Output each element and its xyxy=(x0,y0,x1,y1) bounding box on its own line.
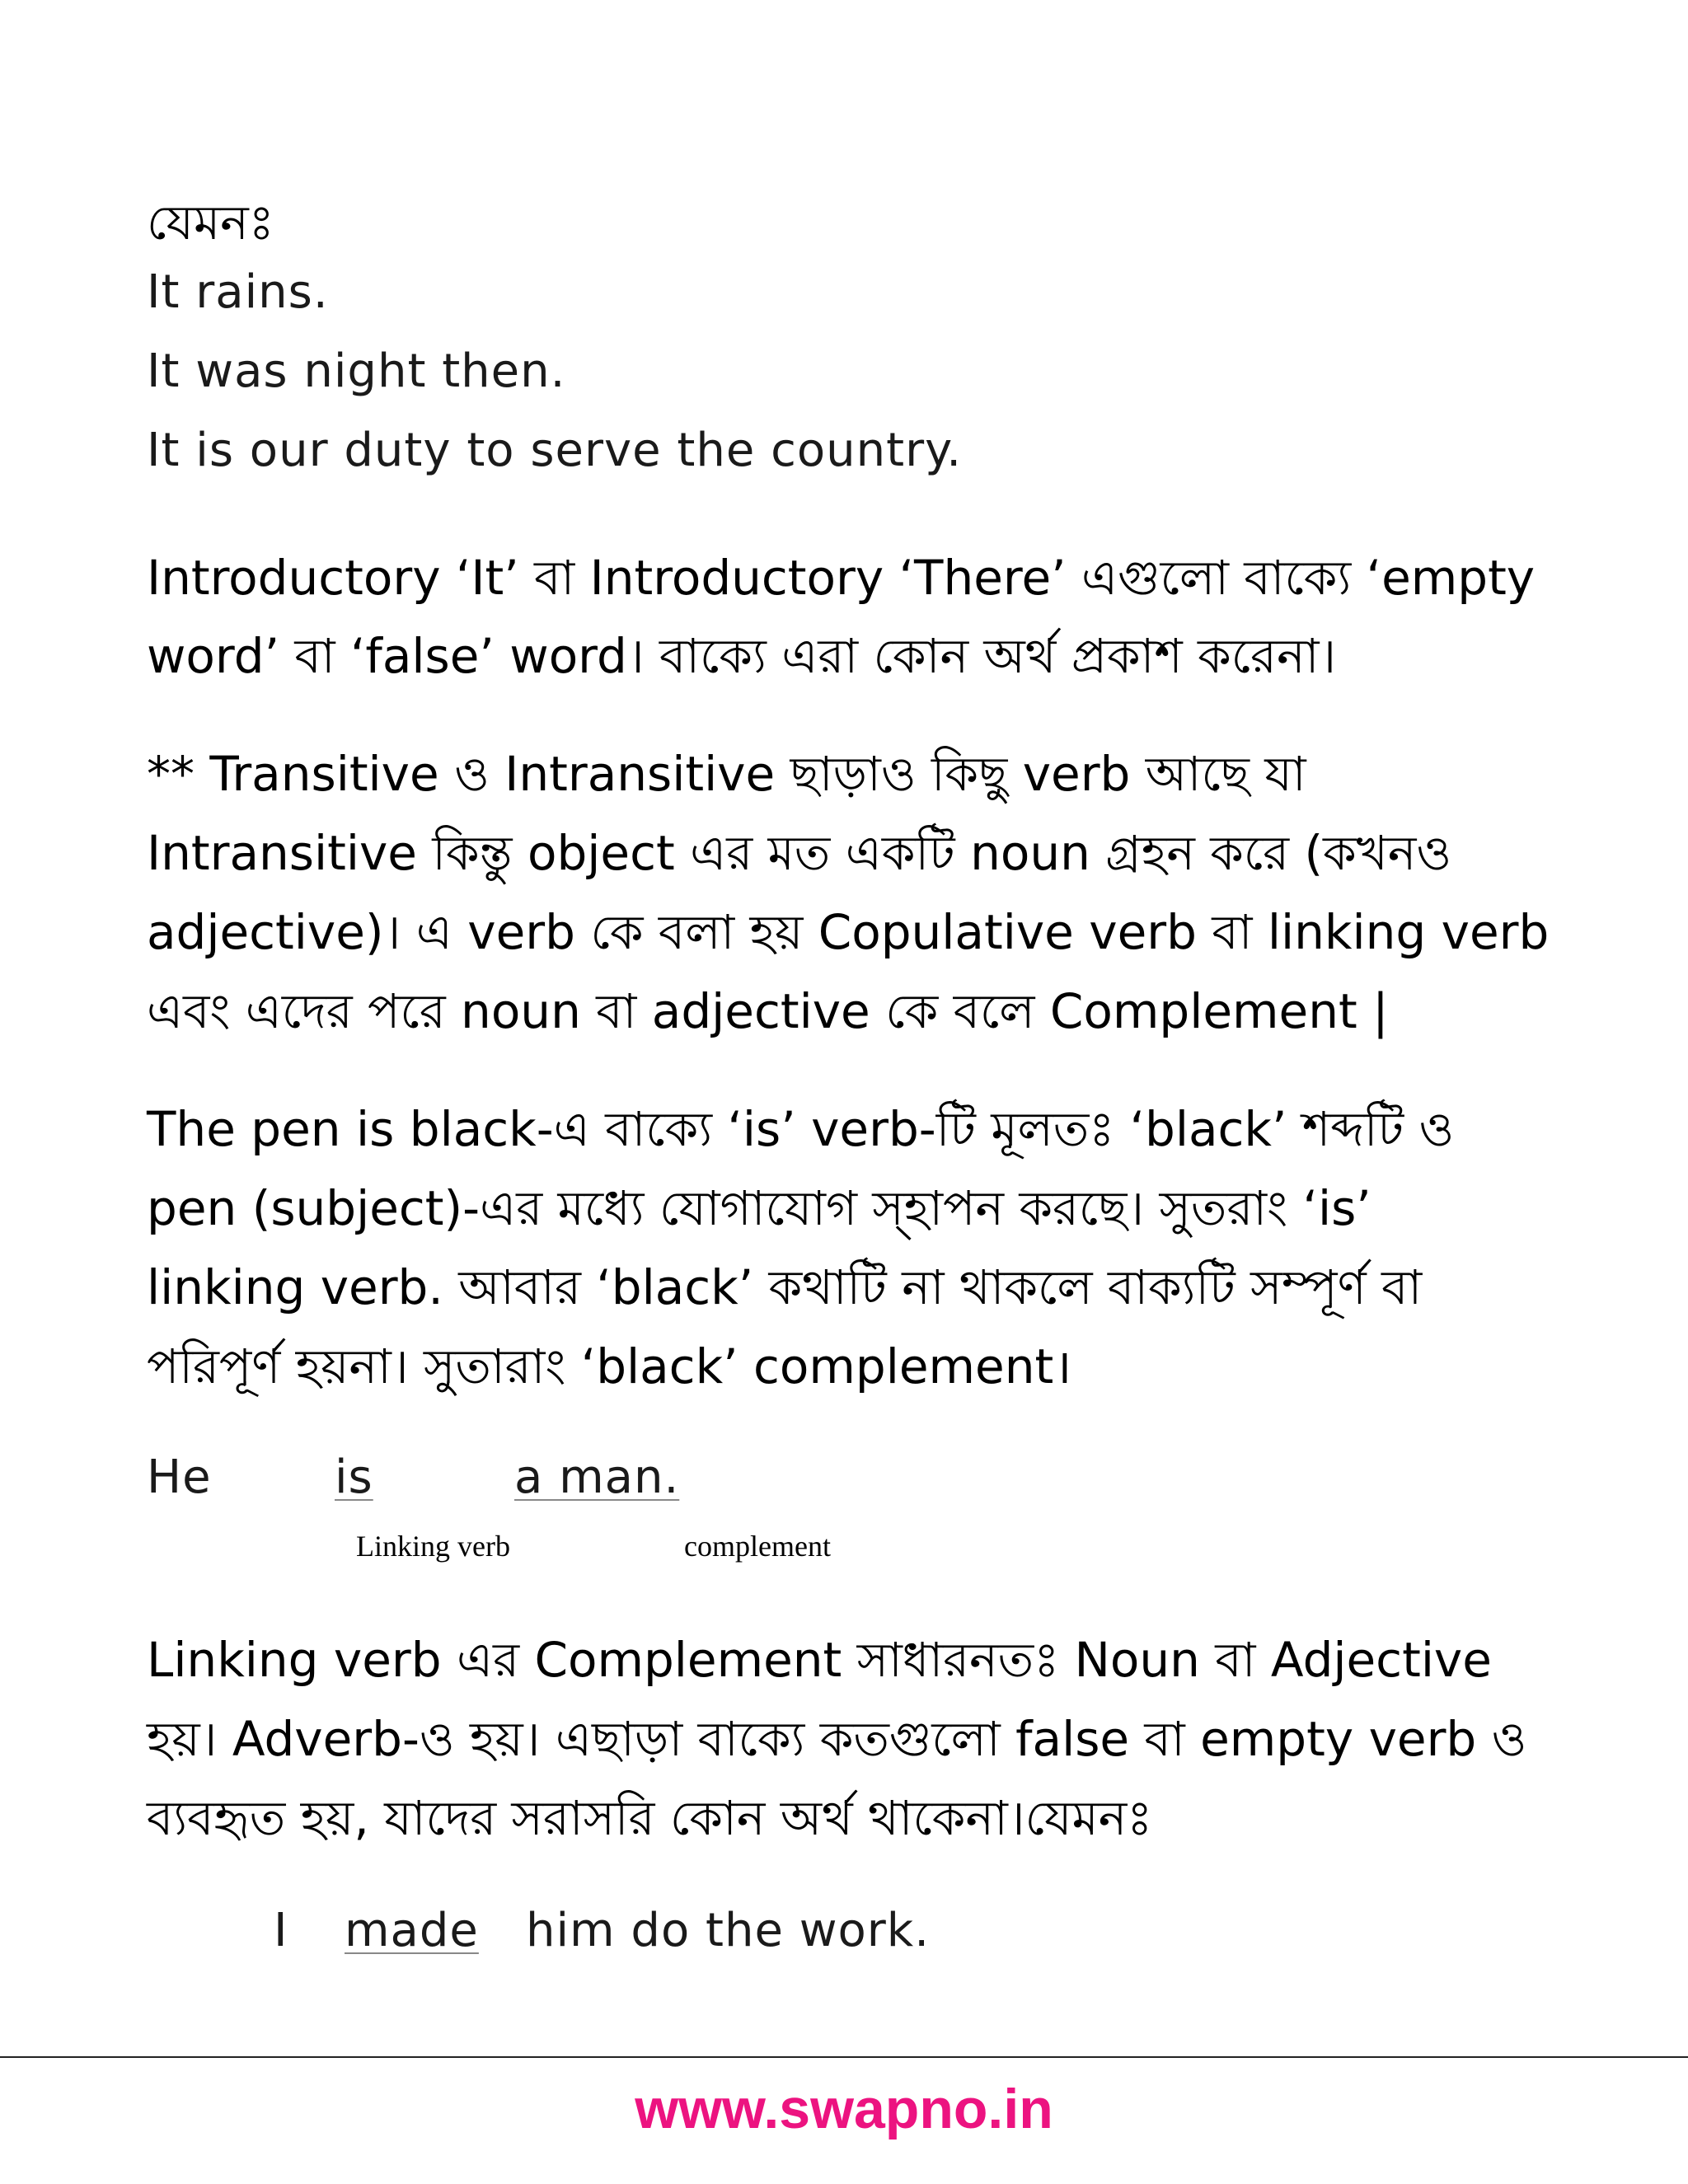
paragraph-line: ** Transitive ও Intransitive ছাড়াও কিছু verb আছে যা xyxy=(147,746,1306,802)
paragraph-line: Linking verb এর Complement সাধারনতঃ Noun বা Adjective xyxy=(147,1632,1492,1688)
paragraph-line: পরিপূর্ণ হয়না। সুতারাং ‘black’ complement। xyxy=(147,1338,1072,1394)
sentence-subject: I xyxy=(274,1904,288,1957)
paragraph-line: এবং এদের পরে noun বা adjective কে বলে Complement | xyxy=(147,983,1389,1039)
paragraph-line: Introductory ‘It’ বা Introductory ‘There’ এগুলো বাক্যে ‘empty xyxy=(147,550,1536,606)
paragraph-line: word’ বা ‘false’ word। বাক্যে এরা কোন অর্থ প্রকাশ করেনা। xyxy=(147,628,1337,684)
verb-label: Linking verb xyxy=(356,1530,510,1563)
paragraph-line: adjective)। এ verb কে বলা হয় Copulative verb বা linking verb xyxy=(147,904,1550,960)
example-line: It rains. xyxy=(147,265,329,319)
footer-url[interactable]: www.swapno.in xyxy=(635,2078,1053,2140)
sentence-rest: him do the work. xyxy=(526,1904,931,1957)
paragraph-line: The pen is black-এ বাক্যে ‘is’ verb-টি মূলতঃ ‘black’ শব্দটি ও xyxy=(147,1101,1455,1157)
paragraph-line: হয়। Adverb-ও হয়। এছাড়া বাক্যে কতগুলো false বা empty verb ও xyxy=(147,1711,1527,1767)
sentence-subject: He xyxy=(147,1451,212,1504)
sentence-complement: a man. xyxy=(514,1451,680,1504)
example-heading: যেমনঃ xyxy=(147,194,274,251)
example-line: It is our duty to serve the country. xyxy=(147,424,963,477)
paragraph-line: pen (subject)-এর মধ্যে যোগাযোগ স্হাপন করছে। সুতরাং ‘is’ xyxy=(147,1180,1372,1236)
sentence-verb: is xyxy=(335,1451,373,1504)
sentence-verb: made xyxy=(345,1904,479,1957)
complement-label: complement xyxy=(684,1530,831,1563)
example-line: It was night then. xyxy=(147,344,566,398)
footer-divider xyxy=(0,2056,1688,2058)
paragraph-line: ব্যবহৃত হয়, যাদের সরাসরি কোন অর্থ থাকেনা।যেমনঃ xyxy=(147,1790,1153,1846)
paragraph-line: Intransitive কিন্তু object এর মত একটি noun গ্রহন করে (কখনও xyxy=(147,825,1452,881)
paragraph-line: linking verb. আবার ‘black’ কথাটি না থাকলে বাক্যটি সম্পূর্ণ বা xyxy=(147,1259,1423,1315)
